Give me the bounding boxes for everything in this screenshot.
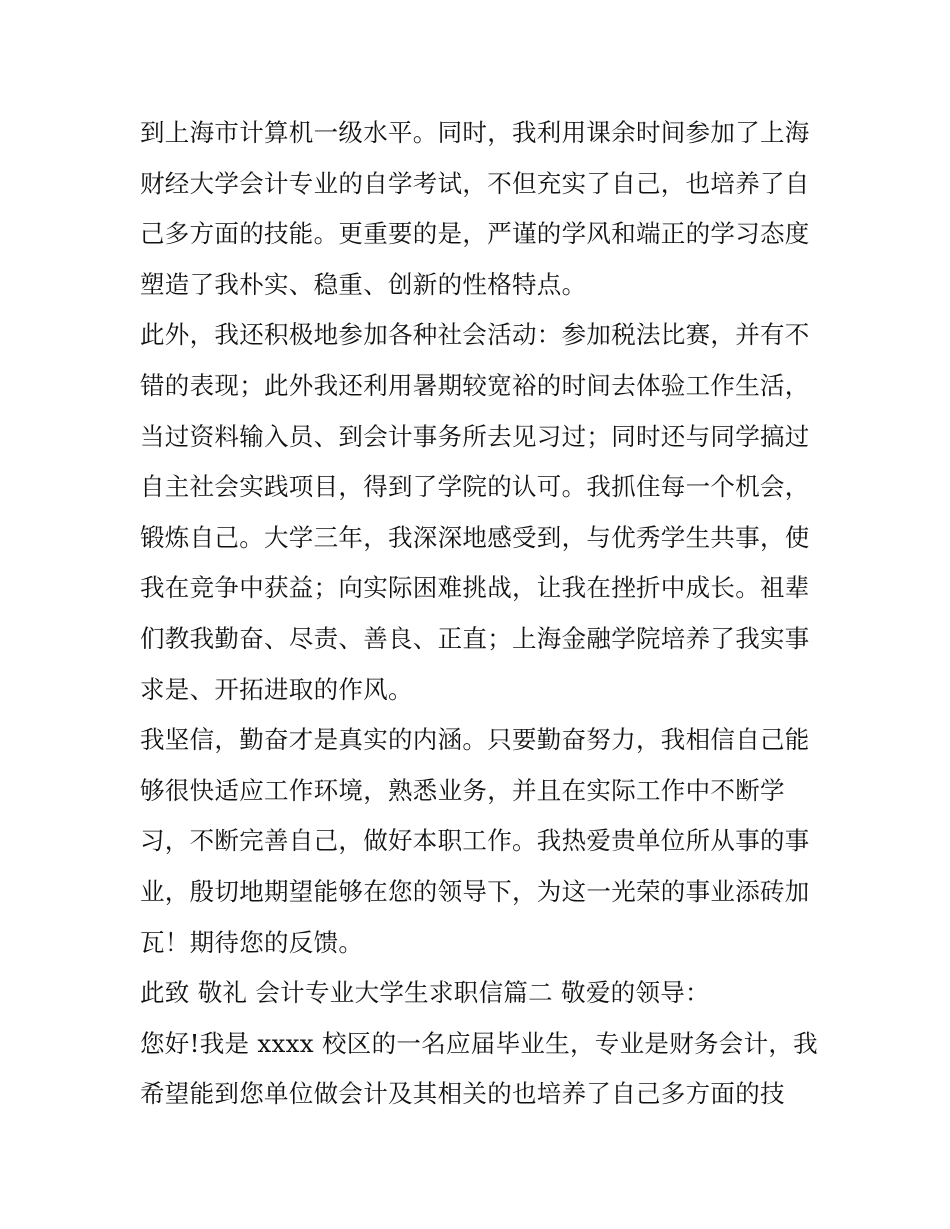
text-line: 锻炼自己。大学三年，我深深地感受到，与优秀学生共事，使 [140, 522, 810, 552]
text-line: 我坚信，勤奋才是真实的内涵。只要勤奋努力，我相信自己能 [140, 725, 810, 755]
text-line: 此外，我还积极地参加各种社会活动：参加税法比赛，并有不 [140, 320, 810, 350]
text-line: 够很快适应工作环境，熟悉业务，并且在实际工作中不断学 [140, 775, 785, 805]
text-line: 己多方面的技能。更重要的是，严谨的学风和端正的学习态度 [140, 219, 810, 249]
text-line: 习，不断完善自己，做好本职工作。我热爱贵单位所从事的事 [140, 826, 810, 856]
text-line: 到上海市计算机一级水平。同时，我利用课余时间参加了上海 [140, 118, 810, 147]
text-line: 塑造了我朴实、稳重、创新的性格特点。 [140, 269, 587, 299]
text-line: 我在竞争中获益；向实际困难挑战，让我在挫折中成长。祖辈 [140, 573, 810, 603]
text-line: 们教我勤奋、尽责、善良、正直；上海金融学院培养了我实事 [140, 623, 810, 653]
text-line: 自主社会实践项目，得到了学院的认可。我抓住每一个机会， [140, 472, 810, 502]
text-line: 求是、开拓进取的作风。 [140, 674, 413, 704]
text-line: 业，殷切地期望能够在您的领导下，为这一光荣的事业添砖加 [140, 876, 810, 906]
text-line: 财经大学会计专业的自学考试，不但充实了自己，也培养了自 [140, 168, 810, 198]
text-line: 当过资料输入员、到会计事务所去见习过；同时还与同学搞过 [140, 421, 810, 451]
document-body [140, 108, 820, 1120]
text-line: 您好!我是 xxxx 校区的一名应届毕业生，专业是财务会计，我 [140, 1028, 818, 1058]
text-line: 错的表现；此外我还利用暑期较宽裕的时间去体验工作生活， [140, 370, 810, 400]
text-line: 希望能到您单位做会计及其相关的也培养了自己多方面的技 [140, 1079, 785, 1109]
text-line: 瓦！期待您的反馈。 [140, 927, 364, 957]
text-line: 此致 敬礼 会计专业大学生求职信篇二 敬爱的领导： [140, 978, 710, 1008]
